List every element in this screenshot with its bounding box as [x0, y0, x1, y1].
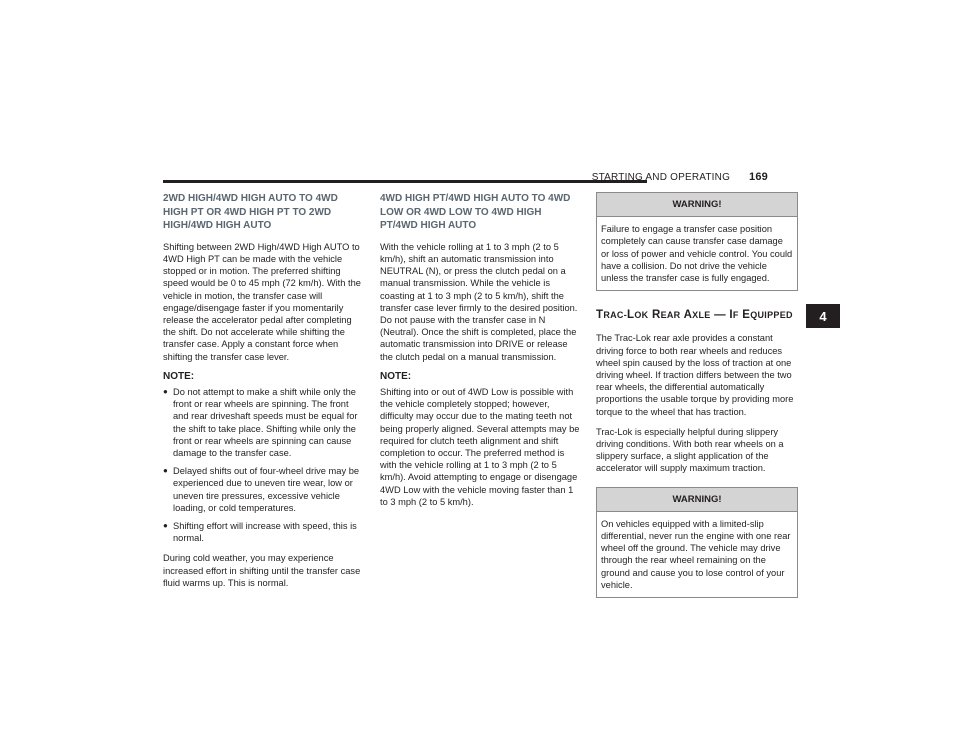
chapter-tab: 4 — [806, 304, 840, 328]
header-section-title: STARTING AND OPERATING — [591, 172, 731, 183]
note-label: NOTE: — [163, 370, 195, 382]
list-item — [163, 465, 365, 514]
warning-box-limited-slip — [596, 487, 798, 598]
bullet-icon: ● — [163, 521, 168, 531]
list-item — [163, 520, 365, 544]
warning-text: On vehicles equipped with a limited-slip differential, never run the engine with one rear wheel off the ground. The vehicle may drive through the rear wheel remaining on the ground and cause you to lose control of your vehicle. — [601, 518, 791, 590]
column-1 — [163, 192, 365, 597]
note-label: NOTE: — [380, 370, 412, 382]
header-rule — [163, 180, 647, 183]
section-title-trac-lok: TRAC-LOK REAR AXLE — IF EQUIPPED — [596, 309, 793, 322]
warning-title: WARNING! — [597, 488, 797, 512]
paragraph: Trac-Lok is especially helpful during slippery driving conditions. With both rear wheels on a slippery surface, a slight application of the accelerator will supply maximum traction. — [596, 426, 784, 474]
paragraph: The Trac-Lok rear axle provides a constant driving force to both rear wheels and reduces wheel spin caused by the loss of traction at one driving wheel. If traction differs between the two rear wheels, the differential automatically proportions the usable torque by providing more torque to the wheel that has traction. — [596, 333, 794, 417]
note-bullet-list — [163, 386, 365, 544]
list-item-text: Do not attempt to make a shift while only the front or rear wheels are spinning. The front and rear driveshaft speeds must be equal for the shift to take place. Shifting while only the front or rear wheels are spinning can cause damage to the transfer case. — [173, 387, 358, 459]
list-item — [163, 386, 365, 459]
list-item-text: Delayed shifts out of four-wheel drive may be experienced due to uneven tire wear, low or uneven tire pressures, excessive vehicle loading, or cold temperatures. — [173, 466, 360, 513]
bullet-icon: ● — [163, 387, 168, 397]
list-item-text: Shifting effort will increase with speed, this is normal. — [173, 521, 357, 544]
bullet-icon: ● — [163, 466, 168, 476]
paragraph: Shifting between 2WD High/4WD High AUTO to 4WD High PT can be made with the vehicle stopped or in motion. The preferred shifting speed would be 0 to 45 mph (72 km/h). With the vehicle in motion, the transfer case will engage/disengage faster if you momentarily release the accelerator pedal after completing the shift. Do not accelerate while shifting the transfer case. Apply a constant force when shifting the transfer case lever. — [163, 241, 361, 362]
column-3 — [596, 192, 798, 598]
warning-box-transfer-case — [596, 192, 798, 291]
paragraph: With the vehicle rolling at 1 to 3 mph (2 to 5 km/h), shift an automatic transmission into NEUTRAL (N), or press the clutch pedal on a manual transmission. While the vehicle is coasting at 1 to 3 mph (2 to 5 km/h), shift the transfer case lever firmly to the desired position. Do not pause with the transfer case in N (Neutral). Once the shift is completed, place the automatic transmission into DRIVE or release the clutch pedal on a manual transmission. — [380, 241, 578, 362]
warning-title: WARNING! — [597, 193, 797, 217]
running-header — [592, 171, 768, 183]
note-text: Shifting into or out of 4WD Low is possible with the vehicle completely stopped; however, difficulty may occur due to the mating teeth not being properly aligned. Several attempts may be required for clutch teeth alignment and shift completion to occur. The preferred method is with the vehicle rolling at 1 to 3 mph (2 to 5 km/h). Avoid attempting to engage or disengage 4WD Low with the vehicle moving faster than 1 to 3 mph (2 to 5 km/h). — [380, 387, 580, 507]
page-number: 169 — [749, 171, 768, 183]
subsection-heading-4wd-low: 4WD HIGH PT/4WD HIGH AUTO TO 4WD LOW OR 4WD LOW TO 4WD HIGH PT/4WD HIGH AUTO — [380, 193, 571, 232]
paragraph: During cold weather, you may experience increased effort in shifting until the transfer case fluid warms up. This is normal. — [163, 553, 361, 588]
warning-text: Failure to engage a transfer case position completely can cause transfer case damage or loss of power and vehicle control. You could have a collision. Do not drive the vehicle unless the transfer case is fully engaged. — [601, 224, 793, 284]
column-2 — [380, 192, 582, 516]
subsection-heading-2wd-4wd-high: 2WD HIGH/4WD HIGH AUTO TO 4WD HIGH PT OR 4WD HIGH PT TO 2WD HIGH/4WD HIGH AUTO — [163, 193, 338, 232]
